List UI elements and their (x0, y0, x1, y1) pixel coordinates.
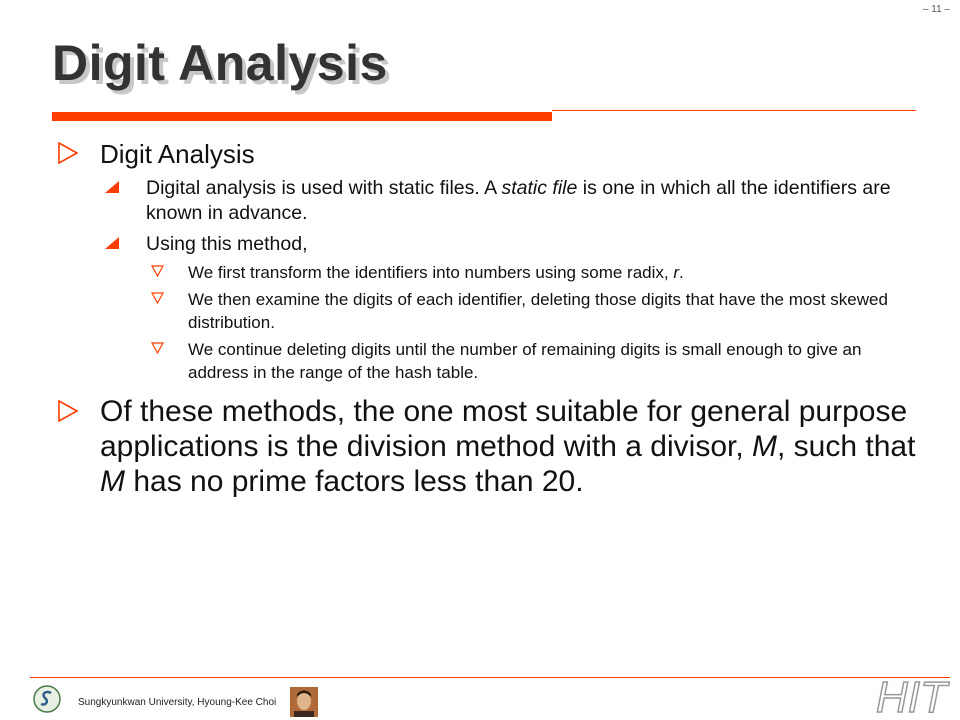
title-underline-rule (552, 110, 916, 111)
solid-triangle-bullet-icon (104, 180, 120, 194)
sub-sub-bullet-text: We first transform the identifiers into numbers using some radix, r. (188, 263, 684, 282)
bullet-digit-analysis (58, 138, 918, 170)
emphasis-static-file: static file (501, 177, 578, 199)
sub-bullet-text: Using this method, (146, 233, 308, 255)
page-number: – 11 – (922, 4, 950, 15)
solid-triangle-bullet-icon (104, 236, 120, 250)
university-logo-icon (32, 684, 62, 714)
hit-logo (872, 672, 952, 718)
hit-logo-text: HIT (876, 673, 947, 718)
outline-triangle-bullet-icon (58, 400, 78, 422)
author-photo-icon (290, 687, 318, 717)
sub-bullet-static-files (58, 176, 918, 226)
sub-sub-bullet-text: We continue deleting digits until the number of remaining digits is small enough to give an address in the range of the hash table. (188, 340, 862, 382)
bullet-text: Digit Analysis (100, 139, 255, 169)
slide-title: Digit Analysis (52, 35, 388, 91)
title-underline-bar (52, 112, 552, 121)
footer-rule (30, 677, 950, 678)
sub-bullet-text: Digital analysis is used with static files. A static file is one in which all the identifiers are known in advance. (146, 177, 891, 224)
outline-triangle-bullet-icon (58, 142, 78, 164)
sub-sub-bullet-radix (58, 261, 918, 284)
sub-sub-bullet-continue (58, 338, 918, 384)
down-triangle-bullet-icon (151, 292, 164, 304)
sub-sub-bullet-skewed (58, 288, 918, 334)
bullet-text: Of these methods, the one most suitable for general purpose applications is the division method with a divisor, M, such that M has no prime factors less than 20. (100, 395, 916, 498)
bullet-conclusion (58, 394, 918, 499)
sub-bullet-using-method (58, 232, 918, 257)
sub-sub-bullet-text: We then examine the digits of each identifier, deleting those digits that have the most skewed distribution. (188, 290, 888, 332)
slide-content (58, 138, 918, 499)
footer-credit: Sungkyunkwan University, Hyoung-Kee Choi (78, 697, 277, 708)
down-triangle-bullet-icon (151, 342, 164, 354)
down-triangle-bullet-icon (151, 265, 164, 277)
emphasis-radix: r (673, 263, 679, 282)
